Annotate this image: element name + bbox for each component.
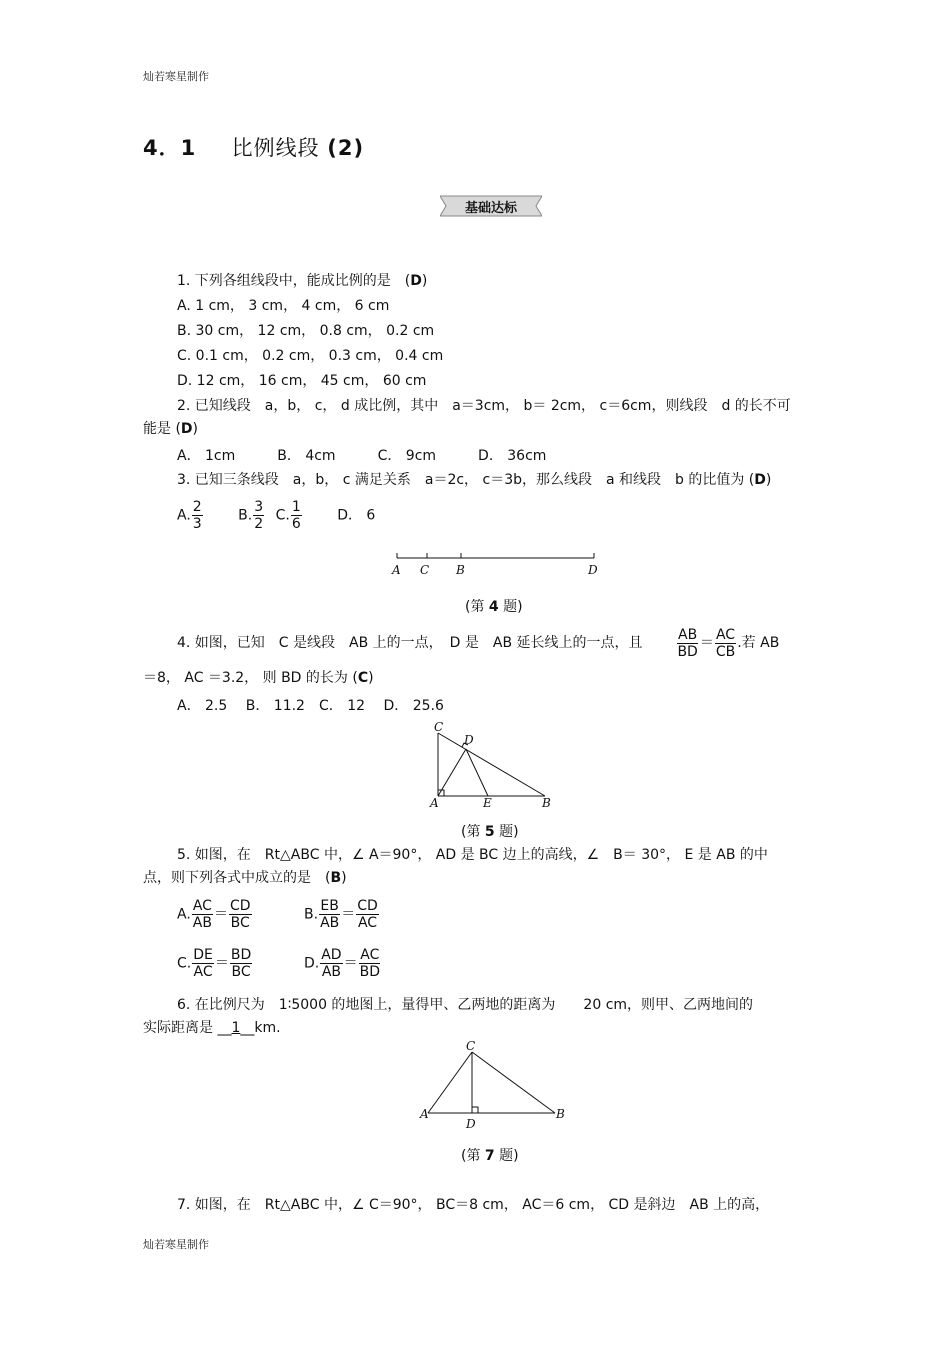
q6-answer: 1 [231,1020,241,1036]
q6-stem-line1: 6. 在比例尺为 1∶5000 的地图上，量得甲、乙两地的距离为 20 cm，则甲、乙两地间的 [177,997,754,1013]
q6-stem-line2: 实际距离是 __1__km. [143,1020,281,1036]
q2-stem-line2: 能是 (D) [143,421,199,437]
q3-answer: D [754,472,766,488]
q4-stem-line2: ＝8， AC ＝3.2， 则 BD 的长为 (C) [143,670,374,686]
page-title [143,132,364,162]
q2-answer: D [180,421,193,437]
figure-4-caption: (第 4 题) [465,599,523,615]
q1-option-b: B. 30 cm， 12 cm， 0.8 cm， 0.2 cm [177,323,435,339]
label-b: B [556,1107,565,1121]
section-badge-label: 基础达标 [464,201,517,216]
q4-options: A． 2.5 B． 11.2 C． 12 D． 25.6 [177,698,444,714]
q1-option-c: C. 0.1 cm， 0.2 cm， 0.3 cm， 0.4 cm [177,348,444,364]
q4-answer: C [357,670,369,686]
label-d: D [466,1117,476,1131]
q5-option-a: A. $\frac{AC}{AB}$ ＝ $\frac{CD}{BC}$ [177,898,251,931]
label-c: C [420,563,430,577]
figure-5-caption: (第 5 题) [461,824,519,840]
page-footer: 灿若寒星制作 [143,1238,209,1251]
q3-option-a: A. $\frac{2}{3}$ [177,499,202,532]
q1-option-a: A. 1 cm， 3 cm， 4 cm， 6 cm [177,298,390,314]
figure-5 [428,718,558,816]
q5-option-d: D. $\frac{AD}{AB}$ ＝ $\frac{AC}{BD}$ [304,947,380,980]
q5-option-c: C. $\frac{DE}{AC}$ ＝ $\frac{BD}{BC}$ [177,947,252,980]
q4-stem-line1: 4. 如图，已知 C 是线段 AB 上的一点， D 是 AB 延长线上的一点，且 $\frac{AB}{BD}$ ＝ $\frac{AC}{CB}$ .若 AB [177,626,780,660]
label-b: B [542,796,551,810]
q3-option-b: B. $\frac{3}{2}$ [238,499,264,532]
title-text: 比例线段 [231,136,320,160]
figure-7 [418,1040,568,1136]
label-e: E [483,796,492,810]
label-c: C [466,1040,476,1053]
title-part: (2) [327,136,365,160]
q3-stem: 3. 已知三条线段 a，b， c 满足关系 a＝2c， c＝3b，那么线段 a 和线段 b 的比值为 (D) [177,472,772,488]
q5-answer: B [330,870,342,886]
q3-option-c: C. $\frac{1}{6}$ [275,499,301,532]
section-badge [440,194,542,218]
q7-stem-line1: 7. 如图，在 Rt△ABC 中，∠ C＝90°， BC＝8 cm， AC＝6 cm， CD 是斜边 AB 上的高， [177,1197,770,1213]
label-b: B [456,563,465,577]
label-a: A [392,563,401,577]
q5-stem-line2: 点，则下列各式中成立的是 (B) [143,870,347,886]
q1-answer: D [410,273,422,289]
page-header: 灿若寒星制作 [143,70,209,83]
q3-option-d: D． 6 [337,507,376,524]
q1-option-d: D. 12 cm， 16 cm， 45 cm， 60 cm [177,373,427,389]
figure-4 [385,548,605,584]
label-d: D [588,563,598,577]
q3-options [177,499,375,532]
title-number: 4．1 [143,136,197,160]
q5-stem-line1: 5. 如图，在 Rt△ABC 中，∠ A＝90°， AD 是 BC 边上的高线，∠ B＝ 30°， E 是 AB 的中 [177,847,768,863]
q2-options: A． 1cm B． 4cm C． 9cm D． 36cm [177,448,547,464]
q1-stem: 1. 下列各组线段中，能成比例的是 (D) [177,273,428,289]
label-c: C [434,720,444,734]
label-a: A [430,796,439,810]
figure-7-caption: (第 7 题) [461,1148,519,1164]
label-a: A [420,1107,429,1121]
q5-option-b: B. $\frac{EB}{AB}$ ＝ $\frac{CD}{AC}$ [304,898,378,931]
q2-stem-line1: 2. 已知线段 a，b， c， d 成比例，其中 a＝3cm， b＝ 2cm， c＝6cm，则线段 d 的长不可 [177,398,791,414]
label-d: D [464,733,474,747]
q4-fraction-ac-cb: $\frac{AC}{CB}$ [715,626,736,660]
q4-fraction-ab-bd: $\frac{AB}{BD}$ [677,626,698,660]
